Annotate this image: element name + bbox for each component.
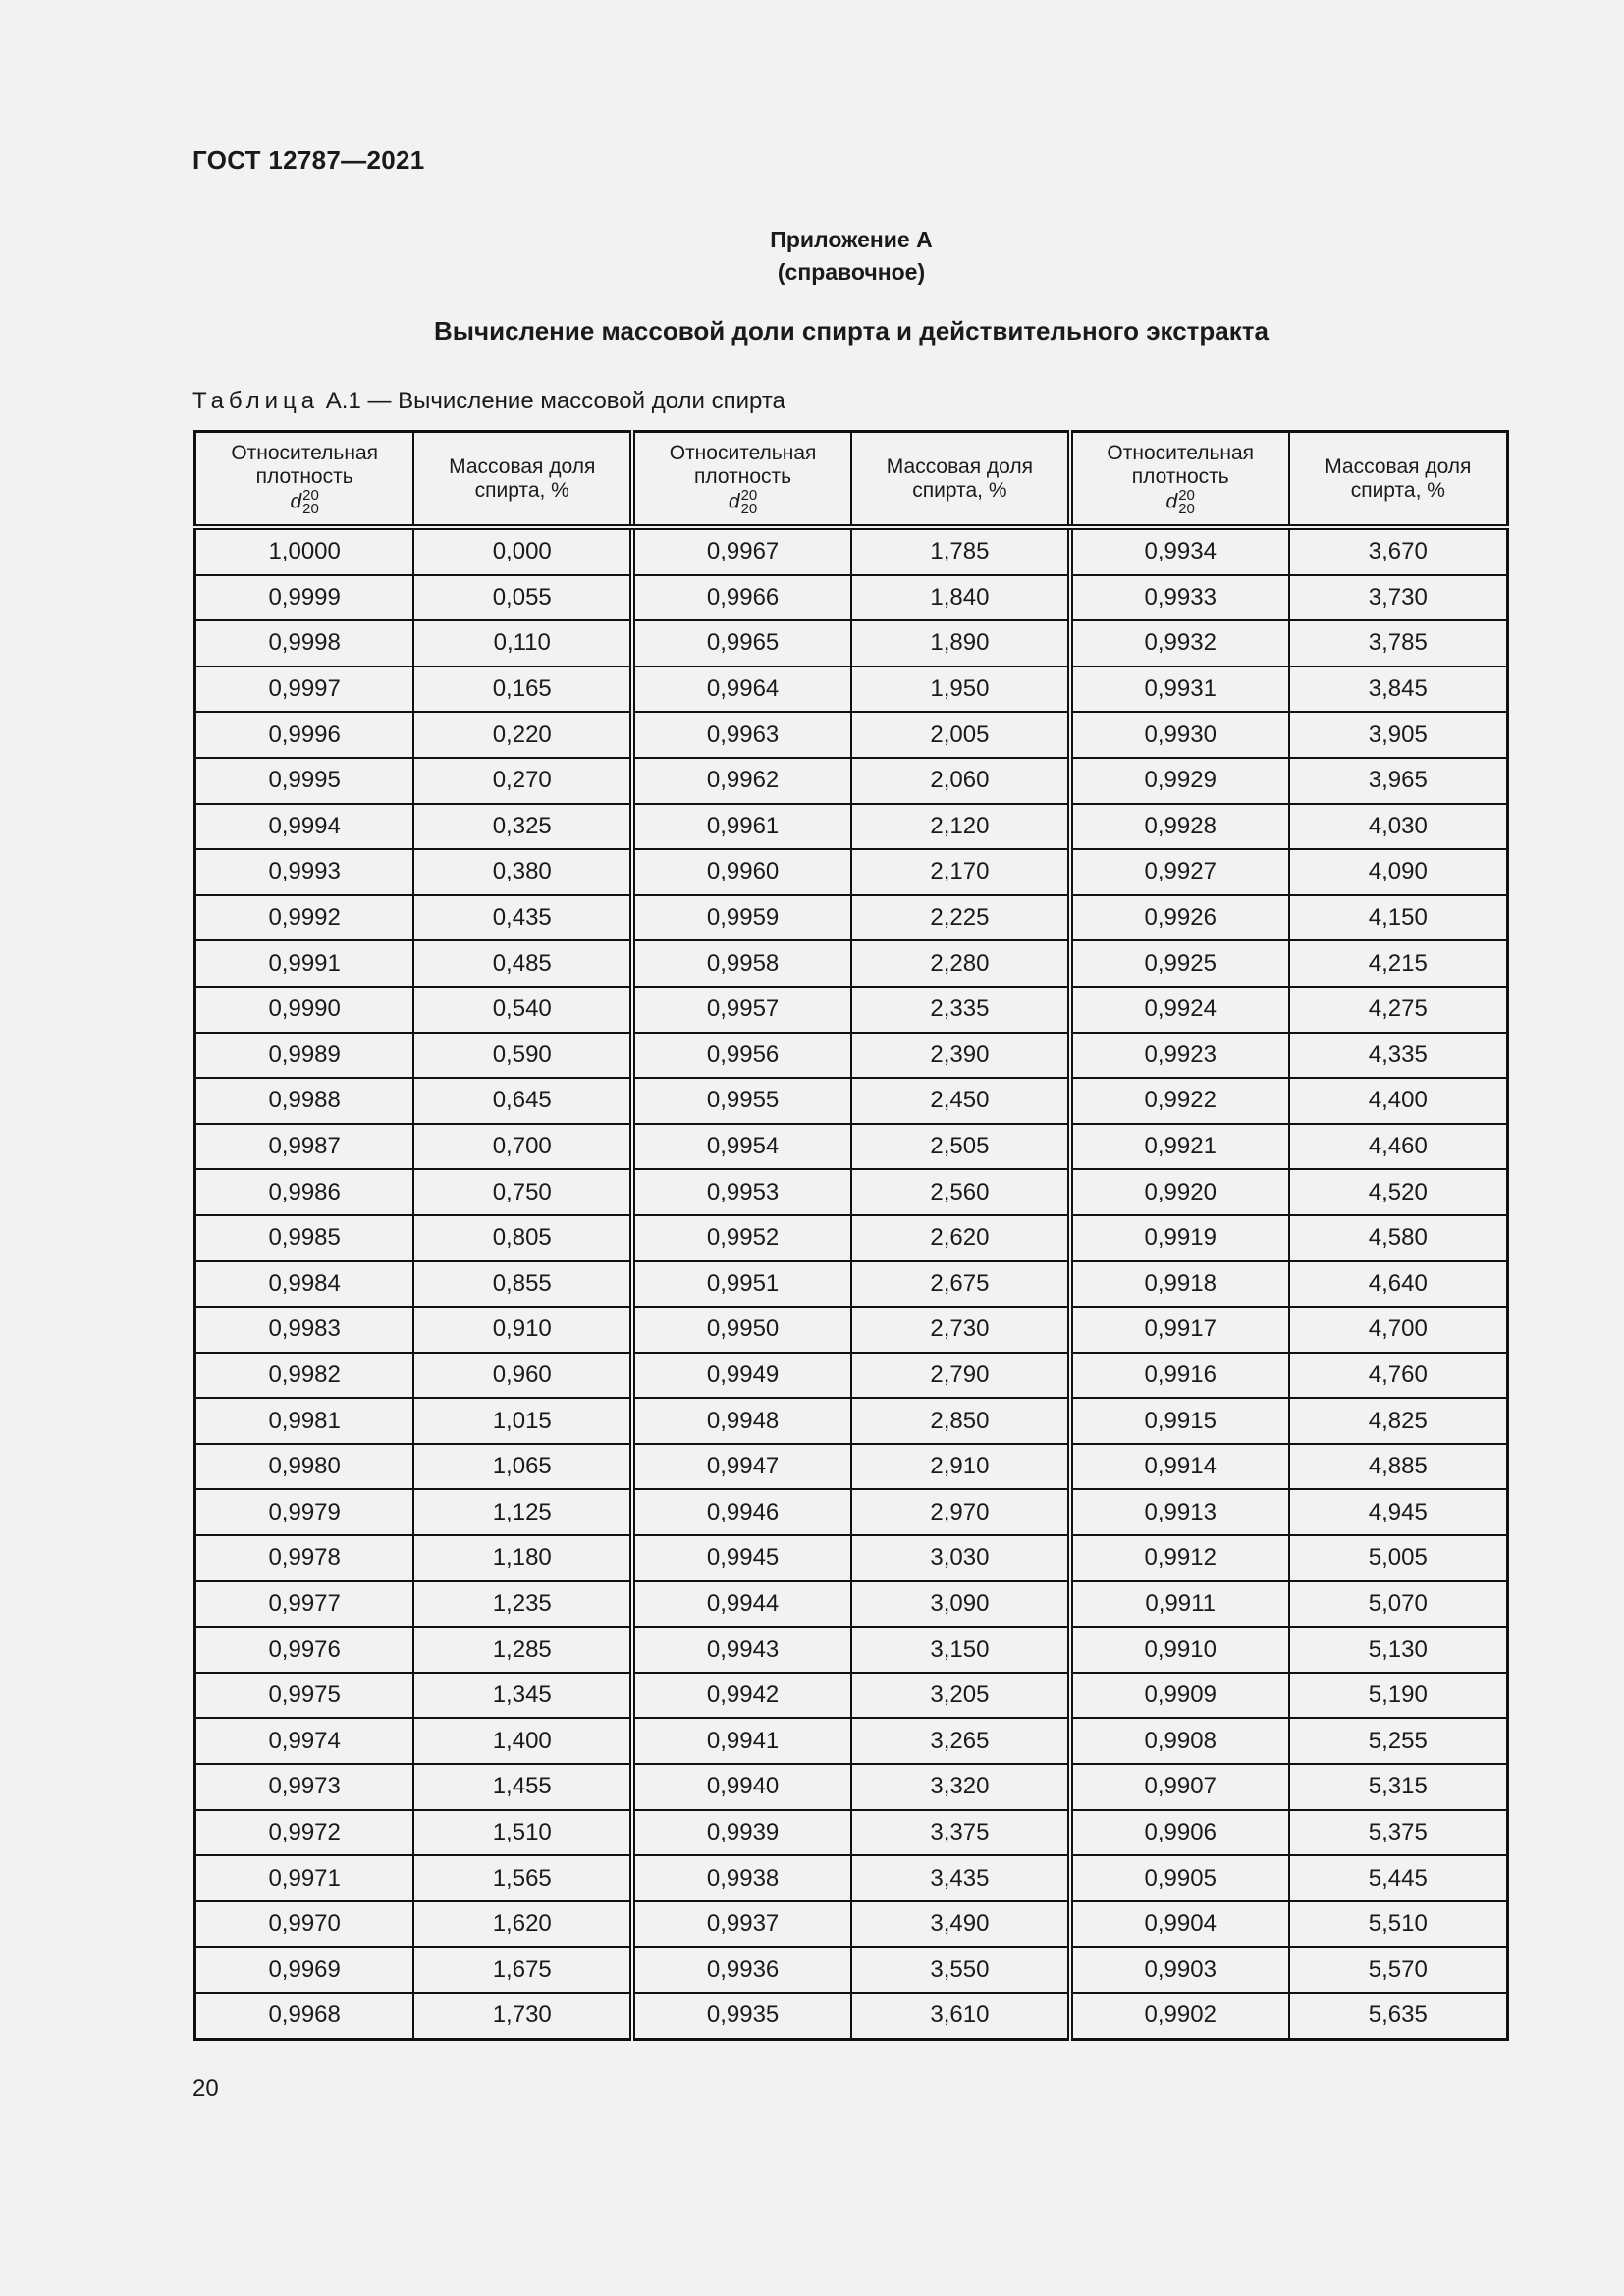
density-symbol: d	[728, 490, 740, 513]
density-cell: 0,9927	[1070, 849, 1289, 895]
mass-fraction-cell: 4,150	[1289, 895, 1508, 941]
mass-fraction-cell: 1,065	[413, 1444, 632, 1490]
density-cell: 0,9955	[632, 1078, 851, 1124]
mass-fraction-cell: 0,220	[413, 712, 632, 758]
density-cell: 0,9947	[632, 1444, 851, 1490]
density-cell: 0,9948	[632, 1398, 851, 1444]
table-row	[195, 1855, 1508, 1901]
header-density-line2: плотность	[694, 464, 792, 488]
density-cell: 0,9929	[1070, 758, 1289, 804]
density-cell: 0,9914	[1070, 1444, 1289, 1490]
mass-fraction-cell: 0,960	[413, 1353, 632, 1399]
density-cell: 0,9962	[632, 758, 851, 804]
mass-fraction-cell: 0,700	[413, 1124, 632, 1170]
mass-fraction-cell: 3,375	[851, 1810, 1070, 1856]
mass-fraction-cell: 3,435	[851, 1855, 1070, 1901]
density-cell: 0,9917	[1070, 1307, 1289, 1353]
mass-fraction-cell: 1,510	[413, 1810, 632, 1856]
density-cell: 0,9925	[1070, 940, 1289, 987]
header-mass-line1: Массовая доля	[1325, 454, 1472, 478]
mass-fraction-cell: 0,165	[413, 667, 632, 713]
density-cell: 0,9907	[1070, 1764, 1289, 1810]
density-cell: 0,9922	[1070, 1078, 1289, 1124]
density-cell: 0,9965	[632, 620, 851, 667]
mass-fraction-cell: 3,610	[851, 1993, 1070, 2039]
density-cell: 0,9973	[195, 1764, 414, 1810]
density-cell: 0,9987	[195, 1124, 414, 1170]
mass-fraction-cell: 0,645	[413, 1078, 632, 1124]
density-cell: 0,9981	[195, 1398, 414, 1444]
table-row	[195, 620, 1508, 667]
density-cell: 0,9985	[195, 1215, 414, 1261]
mass-fraction-cell: 3,030	[851, 1535, 1070, 1581]
table-row	[195, 712, 1508, 758]
mass-fraction-cell: 5,130	[1289, 1627, 1508, 1673]
mass-fraction-cell: 0,000	[413, 527, 632, 575]
mass-fraction-cell: 5,005	[1289, 1535, 1508, 1581]
density-cell: 0,9944	[632, 1581, 851, 1628]
mass-fraction-cell: 3,905	[1289, 712, 1508, 758]
mass-fraction-cell: 4,400	[1289, 1078, 1508, 1124]
mass-fraction-cell: 2,060	[851, 758, 1070, 804]
density-cell: 0,9902	[1070, 1993, 1289, 2039]
mass-fraction-cell: 1,285	[413, 1627, 632, 1673]
density-cell: 0,9979	[195, 1489, 414, 1535]
header-density-line1: Относительная	[669, 441, 817, 464]
mass-fraction-cell: 5,570	[1289, 1947, 1508, 1993]
density-cell: 0,9904	[1070, 1901, 1289, 1948]
density-cell: 0,9956	[632, 1033, 851, 1079]
density-cell: 0,9967	[632, 527, 851, 575]
appendix-note: (справочное)	[777, 259, 926, 285]
mass-fraction-cell: 3,205	[851, 1673, 1070, 1719]
mass-fraction-cell: 4,700	[1289, 1307, 1508, 1353]
mass-fraction-cell: 2,335	[851, 987, 1070, 1033]
mass-fraction-cell: 2,450	[851, 1078, 1070, 1124]
density-cell: 0,9953	[632, 1169, 851, 1215]
header-mass-line2: спирта, %	[912, 478, 1007, 502]
mass-fraction-cell: 4,030	[1289, 804, 1508, 850]
mass-fraction-cell: 1,620	[413, 1901, 632, 1948]
mass-fraction-cell: 3,320	[851, 1764, 1070, 1810]
table-row	[195, 1673, 1508, 1719]
density-cell: 0,9996	[195, 712, 414, 758]
table-row	[195, 1627, 1508, 1673]
density-cell: 0,9945	[632, 1535, 851, 1581]
mass-fraction-cell: 1,455	[413, 1764, 632, 1810]
table-row	[195, 1489, 1508, 1535]
mass-fraction-cell: 3,845	[1289, 667, 1508, 713]
table-row	[195, 1810, 1508, 1856]
table-row	[195, 1307, 1508, 1353]
mass-fraction-cell: 4,825	[1289, 1398, 1508, 1444]
mass-fraction-cell: 4,335	[1289, 1033, 1508, 1079]
mass-fraction-cell: 5,510	[1289, 1901, 1508, 1948]
density-cell: 0,9990	[195, 987, 414, 1033]
density-superscript: 20	[740, 486, 758, 504]
mass-fraction-cell: 3,490	[851, 1901, 1070, 1948]
table-row	[195, 1398, 1508, 1444]
mass-fraction-cell: 0,540	[413, 987, 632, 1033]
density-cell: 0,9946	[632, 1489, 851, 1535]
mass-fraction-cell: 2,005	[851, 712, 1070, 758]
header-alcohol-mass-fraction	[413, 432, 632, 528]
density-cell: 0,9920	[1070, 1169, 1289, 1215]
mass-fraction-cell: 1,235	[413, 1581, 632, 1628]
table-row	[195, 1078, 1508, 1124]
mass-fraction-cell: 2,170	[851, 849, 1070, 895]
page-number: 20	[192, 2075, 219, 2102]
density-cell: 0,9905	[1070, 1855, 1289, 1901]
density-cell: 0,9910	[1070, 1627, 1289, 1673]
appendix-title: Приложение А	[770, 227, 933, 252]
header-density-symbol	[1073, 486, 1288, 517]
table-caption-prefix: Таблица	[192, 388, 320, 414]
density-cell: 0,9970	[195, 1901, 414, 1948]
mass-fraction-cell: 2,730	[851, 1307, 1070, 1353]
density-superscript: 20	[1178, 486, 1195, 504]
table-header-row	[195, 432, 1508, 528]
mass-fraction-cell: 1,950	[851, 667, 1070, 713]
header-mass-line1: Массовая доля	[886, 454, 1034, 478]
mass-fraction-cell: 5,445	[1289, 1855, 1508, 1901]
mass-fraction-cell: 4,945	[1289, 1489, 1508, 1535]
density-cell: 0,9949	[632, 1353, 851, 1399]
table-row	[195, 1124, 1508, 1170]
table-row	[195, 987, 1508, 1033]
density-cell: 0,9928	[1070, 804, 1289, 850]
density-cell: 0,9934	[1070, 527, 1289, 575]
table-row	[195, 1993, 1508, 2039]
mass-fraction-cell: 0,325	[413, 804, 632, 850]
header-relative-density	[632, 432, 851, 528]
density-cell: 0,9976	[195, 1627, 414, 1673]
density-cell: 0,9930	[1070, 712, 1289, 758]
table-row	[195, 940, 1508, 987]
density-cell: 0,9951	[632, 1261, 851, 1308]
density-cell: 0,9972	[195, 1810, 414, 1856]
mass-fraction-cell: 5,315	[1289, 1764, 1508, 1810]
mass-fraction-cell: 4,090	[1289, 849, 1508, 895]
density-cell: 0,9916	[1070, 1353, 1289, 1399]
density-cell: 0,9959	[632, 895, 851, 941]
density-cell: 0,9975	[195, 1673, 414, 1719]
mass-fraction-cell: 3,150	[851, 1627, 1070, 1673]
mass-fraction-cell: 1,785	[851, 527, 1070, 575]
density-cell: 0,9931	[1070, 667, 1289, 713]
table-row	[195, 1764, 1508, 1810]
header-density-symbol	[196, 486, 412, 517]
density-cell: 0,9926	[1070, 895, 1289, 941]
density-cell: 0,9991	[195, 940, 414, 987]
density-cell: 0,9980	[195, 1444, 414, 1490]
density-cell: 0,9936	[632, 1947, 851, 1993]
mass-fraction-cell: 3,090	[851, 1581, 1070, 1628]
density-cell: 0,9992	[195, 895, 414, 941]
density-cell: 0,9933	[1070, 575, 1289, 621]
density-cell: 0,9986	[195, 1169, 414, 1215]
mass-fraction-cell: 0,750	[413, 1169, 632, 1215]
table-row	[195, 1033, 1508, 1079]
header-mass-line2: спирта, %	[474, 478, 569, 502]
density-cell: 0,9960	[632, 849, 851, 895]
density-cell: 0,9908	[1070, 1718, 1289, 1764]
density-indices	[1178, 486, 1195, 517]
density-subscript: 20	[740, 500, 758, 517]
density-cell: 0,9903	[1070, 1947, 1289, 1993]
table-row	[195, 758, 1508, 804]
density-cell: 0,9977	[195, 1581, 414, 1628]
table-row	[195, 1947, 1508, 1993]
mass-fraction-cell: 1,675	[413, 1947, 632, 1993]
mass-fraction-cell: 2,390	[851, 1033, 1070, 1079]
density-cell: 0,9978	[195, 1535, 414, 1581]
table-row	[195, 527, 1508, 575]
mass-fraction-cell: 2,560	[851, 1169, 1070, 1215]
mass-fraction-cell: 2,280	[851, 940, 1070, 987]
mass-fraction-cell: 4,460	[1289, 1124, 1508, 1170]
density-cell: 0,9924	[1070, 987, 1289, 1033]
appendix-heading	[0, 224, 1624, 289]
mass-fraction-cell: 0,270	[413, 758, 632, 804]
mass-fraction-cell: 4,215	[1289, 940, 1508, 987]
mass-fraction-cell: 1,345	[413, 1673, 632, 1719]
density-cell: 0,9937	[632, 1901, 851, 1948]
mass-fraction-cell: 0,590	[413, 1033, 632, 1079]
section-title: Вычисление массовой доли спирта и действительного экстракта	[434, 316, 1269, 346]
mass-fraction-cell: 0,485	[413, 940, 632, 987]
document-code: ГОСТ 12787—2021	[192, 145, 425, 175]
density-cell: 0,9969	[195, 1947, 414, 1993]
density-cell: 0,9961	[632, 804, 851, 850]
density-indices	[740, 486, 758, 517]
mass-fraction-cell: 5,635	[1289, 1993, 1508, 2039]
table-row	[195, 1901, 1508, 1948]
header-mass-line1: Массовая доля	[449, 454, 596, 478]
header-alcohol-mass-fraction	[1289, 432, 1508, 528]
density-cell: 0,9906	[1070, 1810, 1289, 1856]
mass-fraction-cell: 4,760	[1289, 1353, 1508, 1399]
density-cell: 0,9993	[195, 849, 414, 895]
density-subscript: 20	[302, 500, 319, 517]
alcohol-mass-fraction-table	[193, 430, 1509, 2041]
mass-fraction-cell: 0,855	[413, 1261, 632, 1308]
density-cell: 1,0000	[195, 527, 414, 575]
density-cell: 0,9984	[195, 1261, 414, 1308]
mass-fraction-cell: 5,190	[1289, 1673, 1508, 1719]
density-indices	[302, 486, 319, 517]
table-row	[195, 1215, 1508, 1261]
density-cell: 0,9966	[632, 575, 851, 621]
mass-fraction-cell: 4,275	[1289, 987, 1508, 1033]
table-row	[195, 1535, 1508, 1581]
mass-fraction-cell: 3,670	[1289, 527, 1508, 575]
density-cell: 0,9957	[632, 987, 851, 1033]
density-cell: 0,9964	[632, 667, 851, 713]
density-cell: 0,9918	[1070, 1261, 1289, 1308]
density-cell: 0,9911	[1070, 1581, 1289, 1628]
mass-fraction-cell: 3,265	[851, 1718, 1070, 1764]
table-row	[195, 1444, 1508, 1490]
density-superscript: 20	[302, 486, 319, 504]
density-cell: 0,9943	[632, 1627, 851, 1673]
table-row	[195, 849, 1508, 895]
mass-fraction-cell: 1,890	[851, 620, 1070, 667]
mass-fraction-cell: 0,110	[413, 620, 632, 667]
mass-fraction-cell: 2,675	[851, 1261, 1070, 1308]
density-cell: 0,9909	[1070, 1673, 1289, 1719]
density-cell: 0,9994	[195, 804, 414, 850]
header-density-line2: плотность	[255, 464, 353, 488]
density-cell: 0,9988	[195, 1078, 414, 1124]
density-cell: 0,9954	[632, 1124, 851, 1170]
density-cell: 0,9912	[1070, 1535, 1289, 1581]
density-cell: 0,9932	[1070, 620, 1289, 667]
table-row	[195, 1261, 1508, 1308]
mass-fraction-cell: 1,180	[413, 1535, 632, 1581]
mass-fraction-cell: 2,850	[851, 1398, 1070, 1444]
mass-fraction-cell: 5,375	[1289, 1810, 1508, 1856]
mass-fraction-cell: 3,965	[1289, 758, 1508, 804]
mass-fraction-cell: 1,015	[413, 1398, 632, 1444]
mass-fraction-cell: 0,055	[413, 575, 632, 621]
table-row	[195, 1718, 1508, 1764]
mass-fraction-cell: 1,400	[413, 1718, 632, 1764]
density-cell: 0,9940	[632, 1764, 851, 1810]
density-cell: 0,9919	[1070, 1215, 1289, 1261]
table-row	[195, 1581, 1508, 1628]
table-row	[195, 895, 1508, 941]
density-cell: 0,9923	[1070, 1033, 1289, 1079]
mass-fraction-cell: 5,070	[1289, 1581, 1508, 1628]
header-density-line1: Относительная	[231, 441, 378, 464]
density-cell: 0,9989	[195, 1033, 414, 1079]
mass-fraction-cell: 4,885	[1289, 1444, 1508, 1490]
table-row	[195, 804, 1508, 850]
density-cell: 0,9938	[632, 1855, 851, 1901]
density-cell: 0,9971	[195, 1855, 414, 1901]
table-body	[195, 527, 1508, 2039]
density-symbol: d	[1165, 490, 1178, 513]
mass-fraction-cell: 2,790	[851, 1353, 1070, 1399]
density-cell: 0,9998	[195, 620, 414, 667]
table-row	[195, 1169, 1508, 1215]
density-cell: 0,9913	[1070, 1489, 1289, 1535]
density-subscript: 20	[1178, 500, 1195, 517]
mass-fraction-cell: 4,520	[1289, 1169, 1508, 1215]
mass-fraction-cell: 2,970	[851, 1489, 1070, 1535]
density-cell: 0,9952	[632, 1215, 851, 1261]
density-cell: 0,9935	[632, 1993, 851, 2039]
density-cell: 0,9968	[195, 1993, 414, 2039]
density-cell: 0,9982	[195, 1353, 414, 1399]
mass-fraction-cell: 4,640	[1289, 1261, 1508, 1308]
header-mass-line2: спирта, %	[1350, 478, 1445, 502]
table-row	[195, 667, 1508, 713]
mass-fraction-cell: 1,730	[413, 1993, 632, 2039]
mass-fraction-cell: 0,910	[413, 1307, 632, 1353]
mass-fraction-cell: 4,580	[1289, 1215, 1508, 1261]
table-row	[195, 575, 1508, 621]
mass-fraction-cell: 3,550	[851, 1947, 1070, 1993]
table-row	[195, 1353, 1508, 1399]
mass-fraction-cell: 2,120	[851, 804, 1070, 850]
density-cell: 0,9950	[632, 1307, 851, 1353]
density-cell: 0,9983	[195, 1307, 414, 1353]
table-caption-text: А.1 — Вычисление массовой доли спирта	[325, 388, 785, 414]
header-relative-density	[1070, 432, 1289, 528]
density-cell: 0,9974	[195, 1718, 414, 1764]
header-density-line2: плотность	[1131, 464, 1229, 488]
density-cell: 0,9958	[632, 940, 851, 987]
density-cell: 0,9963	[632, 712, 851, 758]
density-cell: 0,9942	[632, 1673, 851, 1719]
mass-fraction-cell: 2,225	[851, 895, 1070, 941]
header-relative-density	[195, 432, 414, 528]
mass-fraction-cell: 5,255	[1289, 1718, 1508, 1764]
mass-fraction-cell: 0,435	[413, 895, 632, 941]
mass-fraction-cell: 1,125	[413, 1489, 632, 1535]
density-cell: 0,9997	[195, 667, 414, 713]
table-caption	[192, 388, 785, 415]
mass-fraction-cell: 0,805	[413, 1215, 632, 1261]
header-density-line1: Относительная	[1107, 441, 1255, 464]
mass-fraction-cell: 1,840	[851, 575, 1070, 621]
density-cell: 0,9999	[195, 575, 414, 621]
mass-fraction-cell: 1,565	[413, 1855, 632, 1901]
mass-fraction-cell: 2,505	[851, 1124, 1070, 1170]
header-density-symbol	[635, 486, 850, 517]
mass-fraction-cell: 2,910	[851, 1444, 1070, 1490]
density-cell: 0,9995	[195, 758, 414, 804]
mass-fraction-cell: 2,620	[851, 1215, 1070, 1261]
density-cell: 0,9921	[1070, 1124, 1289, 1170]
mass-fraction-cell: 3,785	[1289, 620, 1508, 667]
density-cell: 0,9941	[632, 1718, 851, 1764]
mass-fraction-cell: 3,730	[1289, 575, 1508, 621]
density-symbol: d	[290, 490, 302, 513]
mass-fraction-cell: 0,380	[413, 849, 632, 895]
header-alcohol-mass-fraction	[851, 432, 1070, 528]
density-cell: 0,9915	[1070, 1398, 1289, 1444]
density-cell: 0,9939	[632, 1810, 851, 1856]
